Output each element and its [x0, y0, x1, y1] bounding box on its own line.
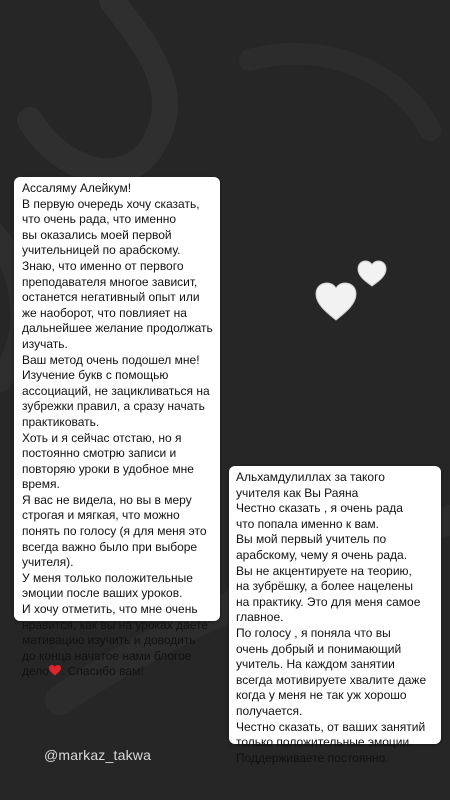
message-text: [236, 470, 435, 766]
message-line: останется негативный опыт или: [22, 290, 200, 305]
message-line: что очень рада, что именно: [22, 212, 177, 227]
message-line: У меня только положительные: [22, 570, 193, 585]
message-line: нравится, как вы на уроках даете: [22, 617, 209, 632]
message-line: строгая и мягкая, что можно: [22, 508, 180, 523]
message-line: постоянно смотрю записи и: [22, 446, 177, 461]
message-line: всегда важно было при выборе: [22, 539, 198, 554]
message-line: очень добрый и понимающий: [236, 641, 402, 656]
message-line: Альхамдулиллах за такого: [236, 470, 385, 484]
message-text: [22, 181, 214, 664]
message-line: учитель. На каждом занятии: [236, 657, 395, 672]
message-line: Честно сказать , я очень рада: [236, 501, 403, 516]
message-line: главное.: [236, 610, 284, 625]
message-line: Ваш метод очень подошел мне!: [22, 352, 200, 367]
message-line: всегда мотивируете хвалите даже: [236, 672, 427, 687]
message-line: практиковать.: [22, 414, 100, 429]
message-line: мативацию изучить и доводить: [22, 633, 196, 648]
message-line: зубрежки правил, а сразу начать: [22, 399, 205, 414]
message-line: Ассаляму Алейкум!: [22, 181, 132, 195]
message-line: дальнейшее желание продолжать: [22, 321, 213, 336]
message-line: учительницей по арабскому.: [22, 243, 181, 258]
message-line: В первую очередь хочу сказать,: [22, 196, 200, 211]
message-last-line-end: . Спасибо вам!: [61, 664, 144, 679]
message-line: Хоть и я сейчас отстаю, но я: [22, 430, 182, 445]
message-line: Я вас не видела, но вы в меру: [22, 492, 192, 507]
message-line: ассоциаций, не зацикливаться на: [22, 383, 210, 398]
message-line: По голосу , я поняла что вы: [236, 625, 391, 640]
message-last-line-start: дело: [22, 664, 50, 679]
student-message-card-2: [229, 466, 441, 765]
message-line: учителя как Вы Раяна: [236, 485, 359, 500]
message-line: И хочу отметить, что мне очень: [22, 602, 198, 617]
message-line: время.: [22, 477, 60, 492]
message-line: преподавателя многое зависит,: [22, 274, 198, 289]
message-last-line: [22, 664, 214, 680]
message-line: повторяю уроки в удобное мне: [22, 461, 194, 476]
account-watermark: @markaz_takwa: [44, 747, 152, 763]
message-line: изучать.: [22, 336, 68, 351]
message-line: только положительные эмоции.: [236, 735, 413, 750]
message-line: Вы мой первый учитель по: [236, 532, 387, 547]
student-message-card-1: [14, 177, 220, 679]
message-line: эмоции после ваших уроков.: [22, 586, 183, 601]
message-line: учителя).: [22, 555, 74, 570]
message-line: вы оказались моей первой: [22, 227, 172, 242]
message-line: же наоборот, что повлияет на: [22, 305, 187, 320]
message-line: Поддерживаете постоянно.: [236, 750, 389, 765]
message-line: Вы не акцентируете на теорию,: [236, 563, 412, 578]
message-line: до конца начатое нами блогое: [22, 648, 192, 663]
message-line: что попала именно к вам.: [236, 516, 379, 531]
message-line: понять по голосу (я для меня это: [22, 524, 207, 539]
message-line: когда у меня не так уж хорошо: [236, 688, 407, 703]
message-line: Знаю, что именно от первого: [22, 258, 184, 273]
message-line: получается.: [236, 703, 303, 718]
message-line: Изучение букв с помощью: [22, 368, 169, 383]
message-line: на практику. Это для меня самое: [236, 594, 421, 609]
message-line: Честно сказать, от ваших занятий: [236, 719, 426, 734]
white-hearts-icon: [312, 256, 392, 324]
message-line: на зубрёшку, а более нацелены: [236, 579, 414, 594]
message-line: арабскому, чему я очень рада.: [236, 547, 408, 562]
red-heart-icon: [49, 665, 61, 676]
